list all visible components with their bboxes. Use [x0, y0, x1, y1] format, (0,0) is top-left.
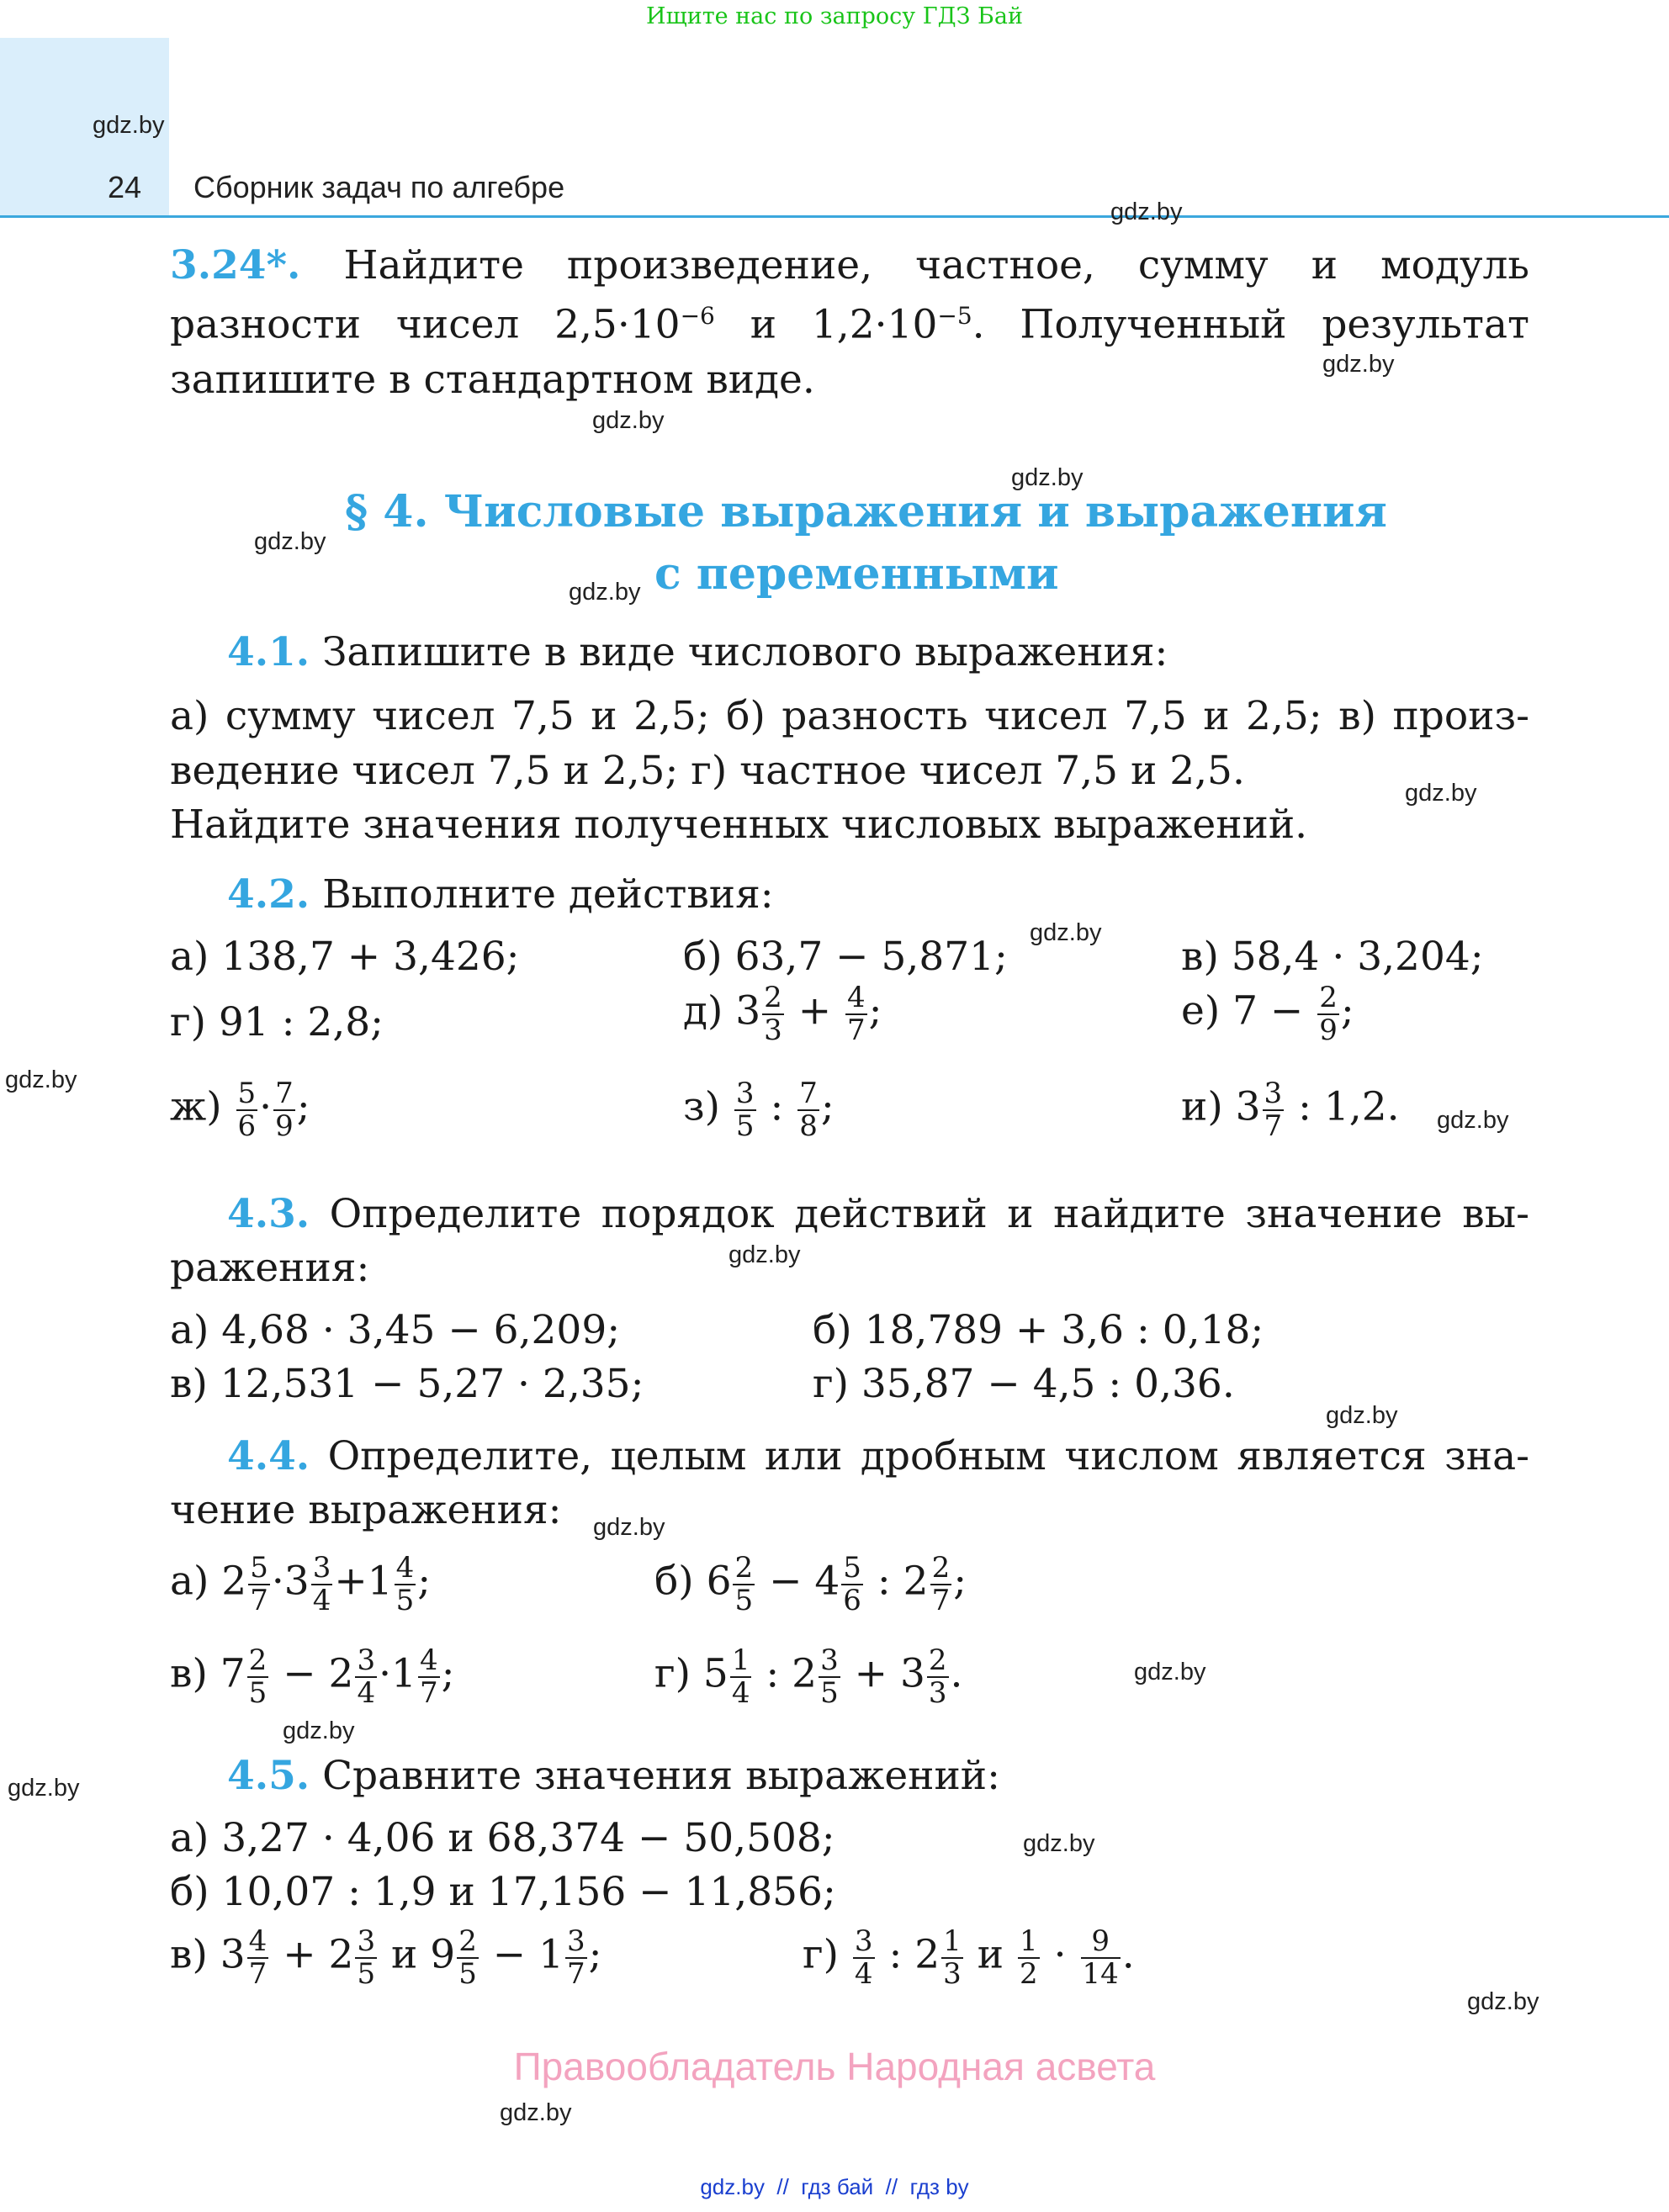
fraction: $\frac{4}{7}$: [248, 1924, 268, 1991]
fraction: $\frac{3}{5}$: [357, 1924, 376, 1991]
problem-text: Выполните действия:: [310, 871, 774, 918]
section-heading-line-1: § 4. Числовые выражения и выражения: [345, 486, 1387, 537]
footer-link[interactable]: гдз by: [909, 2174, 969, 2199]
footer-link[interactable]: gdz.by: [700, 2174, 765, 2199]
watermark: gdz.by: [593, 1514, 665, 1541]
item-4-2-e: е) 7 − $\frac{2}{9}$ ;: [1181, 981, 1354, 1047]
fraction: $\frac{3}{4}$: [854, 1924, 873, 1991]
problem-4-3-line-2: ражения:: [170, 1245, 370, 1291]
fraction: $\frac{3}{4}$: [312, 1551, 331, 1617]
exponent: −6: [680, 302, 715, 330]
header-rule: [0, 215, 1669, 218]
item-4-2-zh: ж) $\frac{5}{6}$ · $\frac{7}{9}$ ;: [170, 1077, 310, 1143]
problem-text: Определите порядок действий и найдите значение вы-: [310, 1191, 1529, 1237]
problem-3-24-line-3: запишите в стандартном виде.: [170, 357, 815, 403]
item-4-4-g: г) 5 $\frac{1}{4}$ : 2 $\frac{3}{5}$ + 3 $\frac{2}{3}$ .: [654, 1643, 963, 1710]
problem-3-24-line-1: [170, 242, 1529, 288]
section-heading-line-2: с переменными: [654, 548, 1059, 600]
fraction: $\frac{4}{7}$: [419, 1643, 438, 1710]
item-4-2-d: д) 3 $\frac{2}{3}$ + $\frac{4}{7}$ ;: [683, 981, 882, 1047]
watermark: gdz.by: [1023, 1830, 1095, 1857]
footer-separator: //: [873, 2174, 910, 2199]
item-4-3-g: г) 35,87 − 4,5 : 0,36.: [813, 1361, 1235, 1407]
watermark: gdz.by: [1134, 1659, 1206, 1685]
watermark: gdz.by: [283, 1717, 355, 1744]
problem-text: Определите, целым или дробным числом является зна-: [310, 1433, 1529, 1479]
copyright-owner-text: Правообладатель Народная асвета: [513, 2045, 1156, 2088]
item-4-5-b: б) 10,07 : 1,9 и 17,156 − 11,856;: [170, 1869, 836, 1915]
problem-text: разности чисел 2,5·10: [170, 301, 681, 348]
fraction: $\frac{3}{7}$: [1264, 1077, 1283, 1143]
fraction: $\frac{3}{4}$: [357, 1643, 376, 1710]
fraction: $\frac{9}{14}$: [1082, 1924, 1119, 1991]
fraction: $\frac{3}{5}$: [735, 1077, 755, 1143]
watermark: gdz.by: [1437, 1107, 1509, 1134]
fraction: $\frac{5}{7}$: [250, 1551, 268, 1617]
fraction: $\frac{2}{3}$: [928, 1643, 947, 1710]
item-4-2-i: и) 3 $\frac{3}{7}$ : 1,2.: [1181, 1077, 1400, 1143]
watermark: gdz.by: [1326, 1402, 1398, 1429]
fraction: $\frac{2}{5}$: [734, 1551, 754, 1617]
watermark: gdz.by: [1322, 351, 1395, 378]
problem-number: 4.5.: [227, 1753, 310, 1799]
item-4-3-a: а) 4,68 · 3,45 − 6,209;: [170, 1307, 621, 1353]
footer-links: [0, 2174, 1669, 2200]
item-4-4-a: а) 2 $\frac{5}{7}$ ·3 $\frac{3}{4}$ +1 $\frac{4}{5}$ ;: [170, 1551, 432, 1617]
page-number: 24: [108, 170, 142, 204]
problem-4-1-line-2: ведение чисел 7,5 и 2,5; г) частное чисел 7,5 и 2,5.: [170, 748, 1245, 794]
watermark: gdz.by: [8, 1775, 80, 1802]
watermark: gdz.by: [1011, 464, 1084, 491]
problem-number: 4.2.: [227, 871, 310, 918]
fraction: $\frac{5}{6}$: [237, 1077, 257, 1143]
item-4-4-b: б) 6 $\frac{2}{5}$ − 4 $\frac{5}{6}$ : 2 $\frac{2}{7}$ ;: [654, 1551, 967, 1617]
problem-number: 3.24*.: [170, 242, 301, 288]
item-4-5-v: в) 3 $\frac{4}{7}$ + 2 $\frac{3}{5}$ и 9 $\frac{2}{5}$ − 1 $\frac{3}{7}$ ;: [170, 1924, 602, 1991]
fraction: $\frac{3}{5}$: [820, 1643, 839, 1710]
fraction: $\frac{7}{9}$: [275, 1077, 294, 1143]
watermark: gdz.by: [1110, 198, 1183, 225]
problem-3-24-line-2: [170, 301, 1530, 348]
item-4-5-a: а) 3,27 · 4,06 и 68,374 − 50,508;: [170, 1815, 835, 1861]
problem-number: 4.4.: [227, 1433, 310, 1479]
problem-text: и 1,2·10: [714, 301, 938, 348]
watermark: gdz.by: [729, 1241, 801, 1268]
item-4-2-z: з) $\frac{3}{5}$ : $\frac{7}{8}$ ;: [683, 1077, 834, 1143]
watermark: gdz.by: [569, 579, 641, 606]
fraction: $\frac{2}{5}$: [458, 1924, 477, 1991]
footer-link[interactable]: гдз бай: [801, 2174, 874, 2199]
problem-4-5-title: [227, 1753, 1000, 1799]
watermark: gdz.by: [5, 1066, 77, 1093]
fraction: $\frac{1}{4}$: [731, 1643, 750, 1710]
watermark: gdz.by: [93, 112, 165, 139]
fraction: $\frac{2}{7}$: [931, 1551, 951, 1617]
item-4-2-a: а) 138,7 + 3,426;: [170, 934, 520, 980]
footer-separator: //: [764, 2174, 802, 2199]
fraction: $\frac{2}{3}$: [764, 981, 782, 1047]
problem-4-1-line-1: а) сумму чисел 7,5 и 2,5; б) разность чисел 7,5 и 2,5; в) произ-: [170, 693, 1529, 739]
watermark: gdz.by: [1030, 919, 1102, 946]
exponent: −5: [937, 302, 972, 330]
watermark: gdz.by: [500, 2099, 572, 2126]
problem-text: Запишите в виде числового выражения:: [310, 629, 1168, 675]
fraction: $\frac{1}{2}$: [1020, 1924, 1038, 1991]
item-4-2-b: б) 63,7 − 5,871;: [683, 934, 1008, 980]
top-note: Ищите нас по запросу ГДЗ Бай: [646, 3, 1023, 29]
fraction: $\frac{7}{8}$: [799, 1077, 818, 1143]
fraction: $\frac{2}{5}$: [248, 1643, 268, 1710]
watermark: gdz.by: [1405, 780, 1477, 807]
problem-4-2-title: [227, 871, 774, 918]
item-4-3-b: б) 18,789 + 3,6 : 0,18;: [813, 1307, 1264, 1353]
fraction: $\frac{3}{7}$: [567, 1924, 585, 1991]
running-title: Сборник задач по алгебре: [193, 170, 565, 204]
watermark: gdz.by: [254, 528, 326, 555]
problem-4-4-line-1: [227, 1433, 1529, 1479]
problem-number: 4.3.: [227, 1191, 310, 1237]
item-4-5-g: г) $\frac{3}{4}$ : 2 $\frac{1}{3}$ и $\frac{1}{2}$ · $\frac{9}{14}$ .: [803, 1924, 1135, 1991]
fraction: $\frac{4}{7}$: [847, 981, 866, 1047]
fraction: $\frac{4}{5}$: [395, 1551, 415, 1617]
watermark: gdz.by: [1467, 1988, 1539, 2015]
fraction: $\frac{2}{9}$: [1319, 981, 1338, 1047]
fraction: $\frac{5}{6}$: [843, 1551, 861, 1617]
item-4-2-v: в) 58,4 · 3,204;: [1181, 934, 1484, 980]
problem-text: . Полученный результат: [972, 301, 1530, 348]
item-4-3-v: в) 12,531 − 5,27 · 2,35;: [170, 1361, 644, 1407]
problem-4-4-line-2: чение выражения:: [170, 1487, 562, 1533]
problem-text: Сравните значения выражений:: [310, 1753, 1000, 1799]
item-4-2-g: г) 91 : 2,8;: [170, 999, 384, 1045]
problem-4-3-line-1: [227, 1191, 1529, 1237]
item-4-4-v: в) 7 $\frac{2}{5}$ − 2 $\frac{3}{4}$ ·1 $\frac{4}{7}$ ;: [170, 1643, 455, 1710]
fraction: $\frac{1}{3}$: [943, 1924, 962, 1991]
problem-text: Найдите произведение, частное, сумму и модуль: [343, 242, 1529, 288]
problem-number: 4.1.: [227, 629, 310, 675]
watermark: gdz.by: [592, 407, 665, 434]
problem-4-1-line-3: Найдите значения полученных числовых выражений.: [170, 802, 1308, 848]
problem-4-1-title: [227, 629, 1168, 675]
